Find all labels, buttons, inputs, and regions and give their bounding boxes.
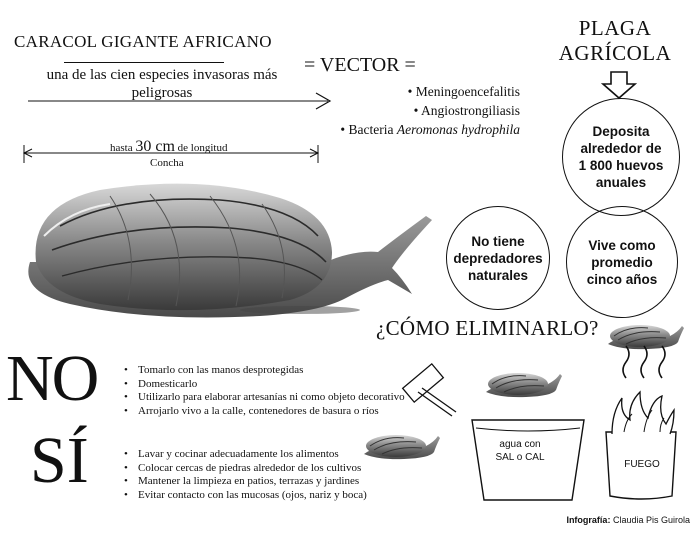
si-label: SÍ	[30, 424, 89, 497]
list-item: • Mantener la limpieza en patios, terrazas y jardines	[122, 475, 422, 489]
credit-label: Infografía:	[566, 515, 611, 525]
disease-name: Meningoencefalitis	[415, 84, 520, 99]
list-item: • Lavar y cocinar adecuadamente los alimentos	[122, 448, 422, 462]
vector-heading: = VECTOR =	[304, 54, 416, 76]
list-item	[320, 120, 520, 139]
disease-list	[320, 82, 520, 139]
down-arrow-icon	[603, 72, 635, 98]
water-label	[470, 438, 570, 464]
no-list	[122, 364, 412, 418]
length-suffix: de longitud	[177, 142, 228, 154]
fire-label: FUEGO	[624, 459, 660, 470]
subtitle: una de las cien especies invasoras más peligrosas	[46, 67, 278, 101]
list-item: • Colocar cercas de piedras alrededor de los cultivos	[122, 462, 422, 476]
list-item: • Utilizarlo para elaborar artesanías ni como objeto decorativo	[122, 391, 412, 405]
question-heading: ¿CÓMO ELIMINARLO?	[376, 316, 599, 340]
length-value: 30 cm	[135, 138, 175, 155]
credit	[540, 515, 690, 525]
credit-name: Claudia Pis Guirola	[612, 515, 690, 525]
length-prefix: hasta	[110, 142, 133, 154]
eggs-circle	[562, 98, 680, 216]
disease-name: Angiostrongiliasis	[420, 103, 520, 118]
list-item: • Domesticarlo	[122, 378, 412, 392]
length-label	[110, 138, 227, 156]
bacteria-prefix: Bacteria	[348, 122, 394, 137]
no-label: NO	[6, 342, 98, 415]
lifespan-circle	[566, 206, 678, 318]
predators-text: No tiene depredadores naturales	[453, 233, 543, 283]
water-label-line-2: SAL o CAL	[495, 452, 545, 463]
si-list	[122, 448, 422, 502]
lifespan-text: Vive como promedio cinco años	[586, 237, 658, 287]
eggs-text: Deposita alrededor de 1 800 huevos anuales	[578, 124, 664, 190]
snail-icon	[28, 184, 432, 318]
plaga-heading	[540, 16, 690, 66]
list-item	[320, 82, 520, 101]
list-item: • Evitar contacto con las mucosas (ojos, nariz y boca)	[122, 489, 422, 503]
bacteria-name: Aeromonas hydrophila	[396, 122, 520, 137]
list-item: • Tomarlo con las manos desprotegidas	[122, 364, 412, 378]
predators-circle	[446, 206, 550, 310]
title-underline	[64, 62, 224, 63]
shell-label: Concha	[150, 157, 184, 169]
snail-icon	[608, 325, 684, 349]
water-label-line-1: agua con	[499, 439, 541, 450]
fire-icon	[606, 346, 676, 499]
list-item: • Arrojarlo vivo a la calle, contenedores de basura o ríos	[122, 405, 412, 419]
plaga-line-2: AGRÍCOLA	[558, 41, 672, 65]
page-title: CARACOL GIGANTE AFRICANO	[14, 32, 272, 51]
snail-icon	[486, 373, 562, 397]
plaga-line-1: PLAGA	[578, 16, 652, 40]
list-item	[320, 101, 520, 120]
